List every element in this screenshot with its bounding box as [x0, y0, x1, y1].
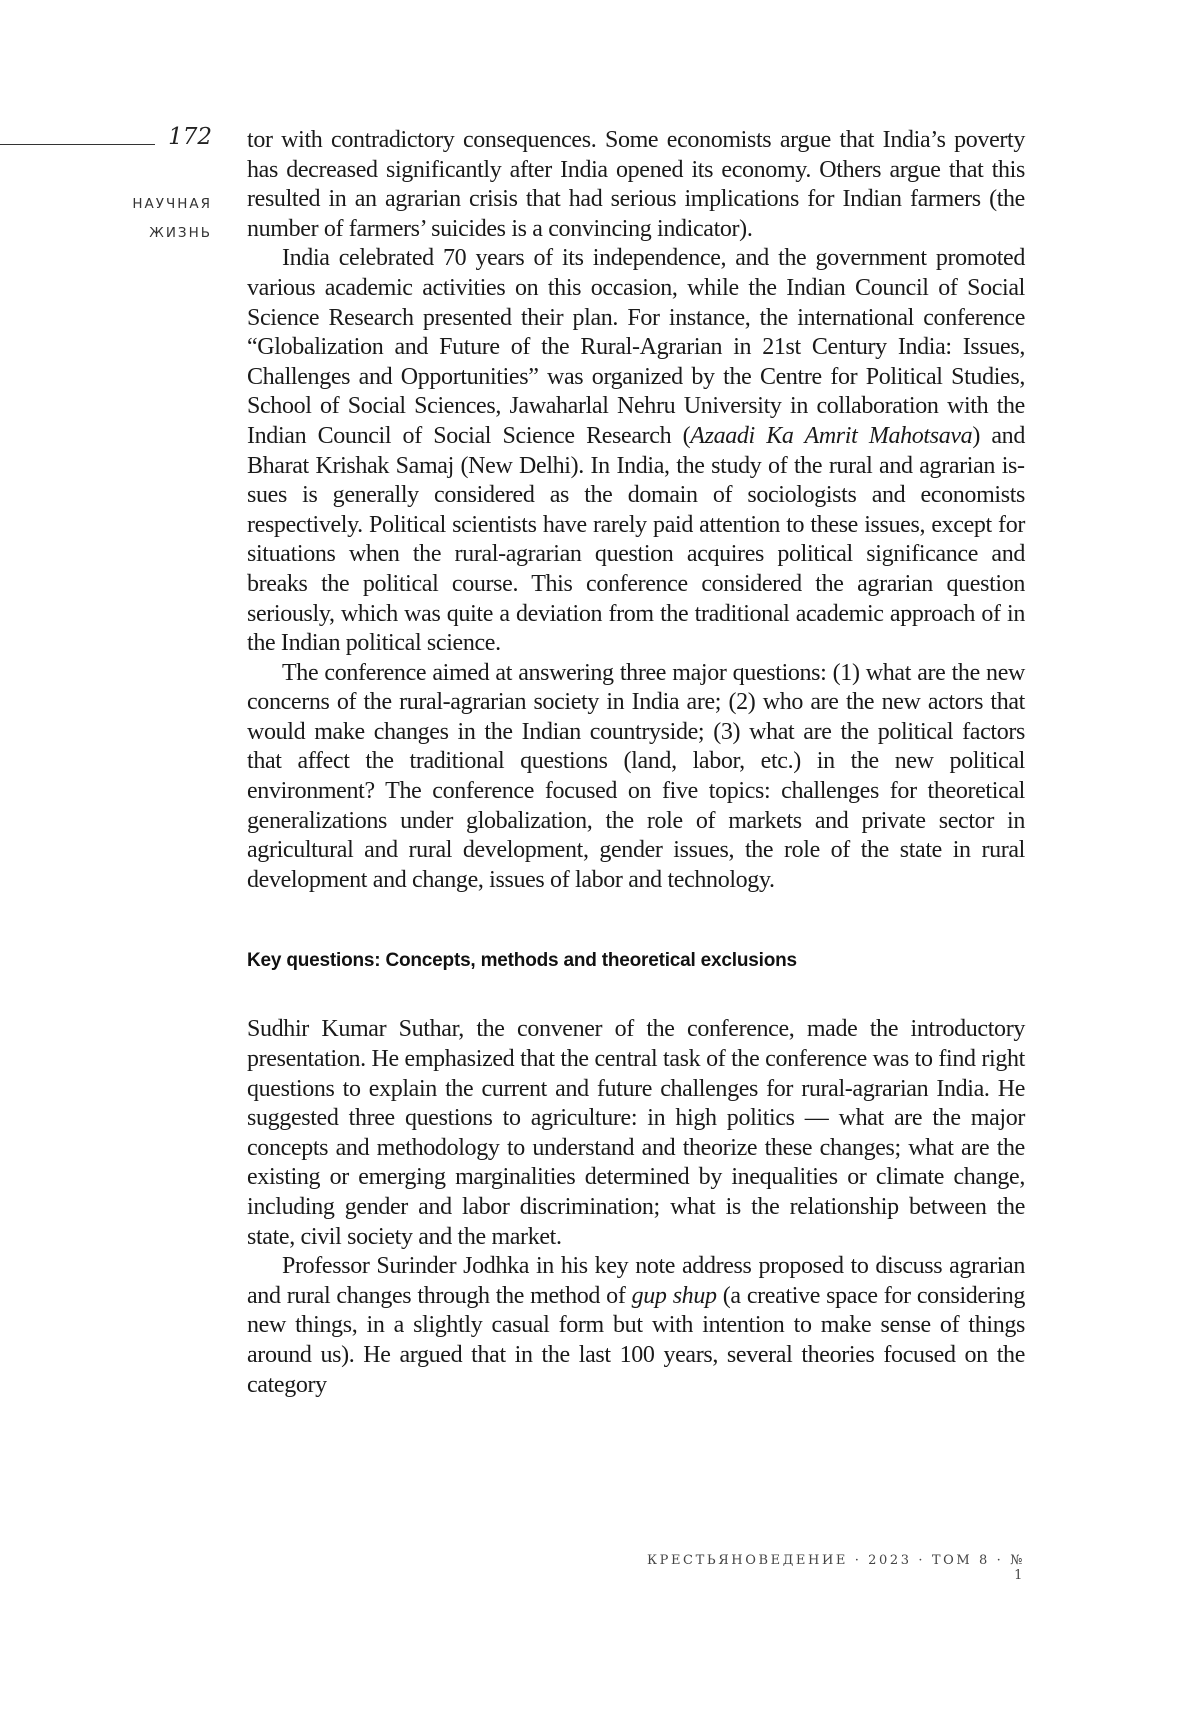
paragraph-5-text-a: Professor Surinder Jodhka in his key note address proposed to discuss agrarian and rural changes through the method of: [247, 1253, 1025, 1309]
paragraph-5-text-b: (a creative space for considering new things, in a slightly casual form but with intention to make sense of things around us). He argued that in the last 100 years, several theories focused on the category: [247, 1282, 1025, 1398]
section-heading: Key questions: Concepts, methods and theoretical exclusions: [247, 950, 797, 972]
paragraph-3: The conference aimed at answering three major questions: (1) what are the new concerns of the rural-agrarian society in India are; (2) who are the new actors that would make changes in the Indian countryside; (3) what are the political factors that affect the traditional questions (land, labor, etc.) in the new political environment? The conference focused on five topics: challenges for theoretical generalizations under globalization, the role of markets and private sector in agricultural and rural development, gender issues, the role of the state in rural development and change, issues of labor and technology.: [247, 659, 1025, 893]
paragraph-2-text-b: ) and Bharat Krishak Samaj (New Delhi). In India, the study of the rural and agrarian issues is generally considered as the domain of sociologists and economists respectively. Political scientists have rarely paid attention to these issues, except for situations when the rural-agrarian question acquires political significance and breaks the political course. This conference considered the agrarian question seriously, which was quite a deviation from the traditional academic approach of in the Indian political science.: [247, 422, 1025, 657]
journal-footer: КРЕСТЬЯНОВЕДЕНИЕ · 2023 · ТОМ 8 · № 1: [646, 1553, 1025, 1583]
page-number: 172: [168, 124, 212, 150]
paragraph-1: tor with contradictory consequences. Some economists argue that India’s poverty has decreased significantly after India opened its economy. Others argue that this resulted in an agrarian crisis that had serious implications for Indian farmers (the number of farmers’ suicides is a convincing indicator).: [247, 127, 1025, 242]
paragraph-2: [247, 244, 1025, 658]
paragraph-5: [247, 1252, 1025, 1400]
section-label: [60, 190, 212, 248]
paragraph-2-italic: Azaadi Ka Amrit Mahotsava: [690, 422, 973, 449]
section-label-line-2: ЖИЗНЬ: [149, 225, 212, 241]
paragraph-2-text-a: India celebrated 70 years of its independence, and the government promoted various academic activities on this occasion, while the Indian Council of Social Science Research presented their plan. For instance, the international conference “Globalization and Future of the Rural-Agrarian in 21st Century India: Issues, Challenges and Opportunities” was organized by the Centre for Political Studies, School of Social Sciences, Jawaharlal Nehru University in collaboration with the Indian Council of Social Science Research (: [247, 245, 1025, 449]
header-rule: [0, 144, 155, 145]
section-label-line-1: НАУЧНАЯ: [132, 196, 212, 212]
article-body: [247, 126, 1025, 1400]
paragraph-5-italic: gup shup: [631, 1282, 717, 1309]
paragraph-4: Sudhir Kumar Suthar, the convener of the conference, made the introductory presentation. He emphasized that the central task of the conference was to find right questions to explain the current and future challenges for rural-agrarian India. He suggested three questions to agriculture: in high politics — what are the major concepts and methodology to understand and theorize these changes; what are the existing or emerging marginalities determined by inequalities or climate change, including gender and labor discrimination; what is the relationship between the state, civil society and the market.: [247, 1016, 1025, 1250]
